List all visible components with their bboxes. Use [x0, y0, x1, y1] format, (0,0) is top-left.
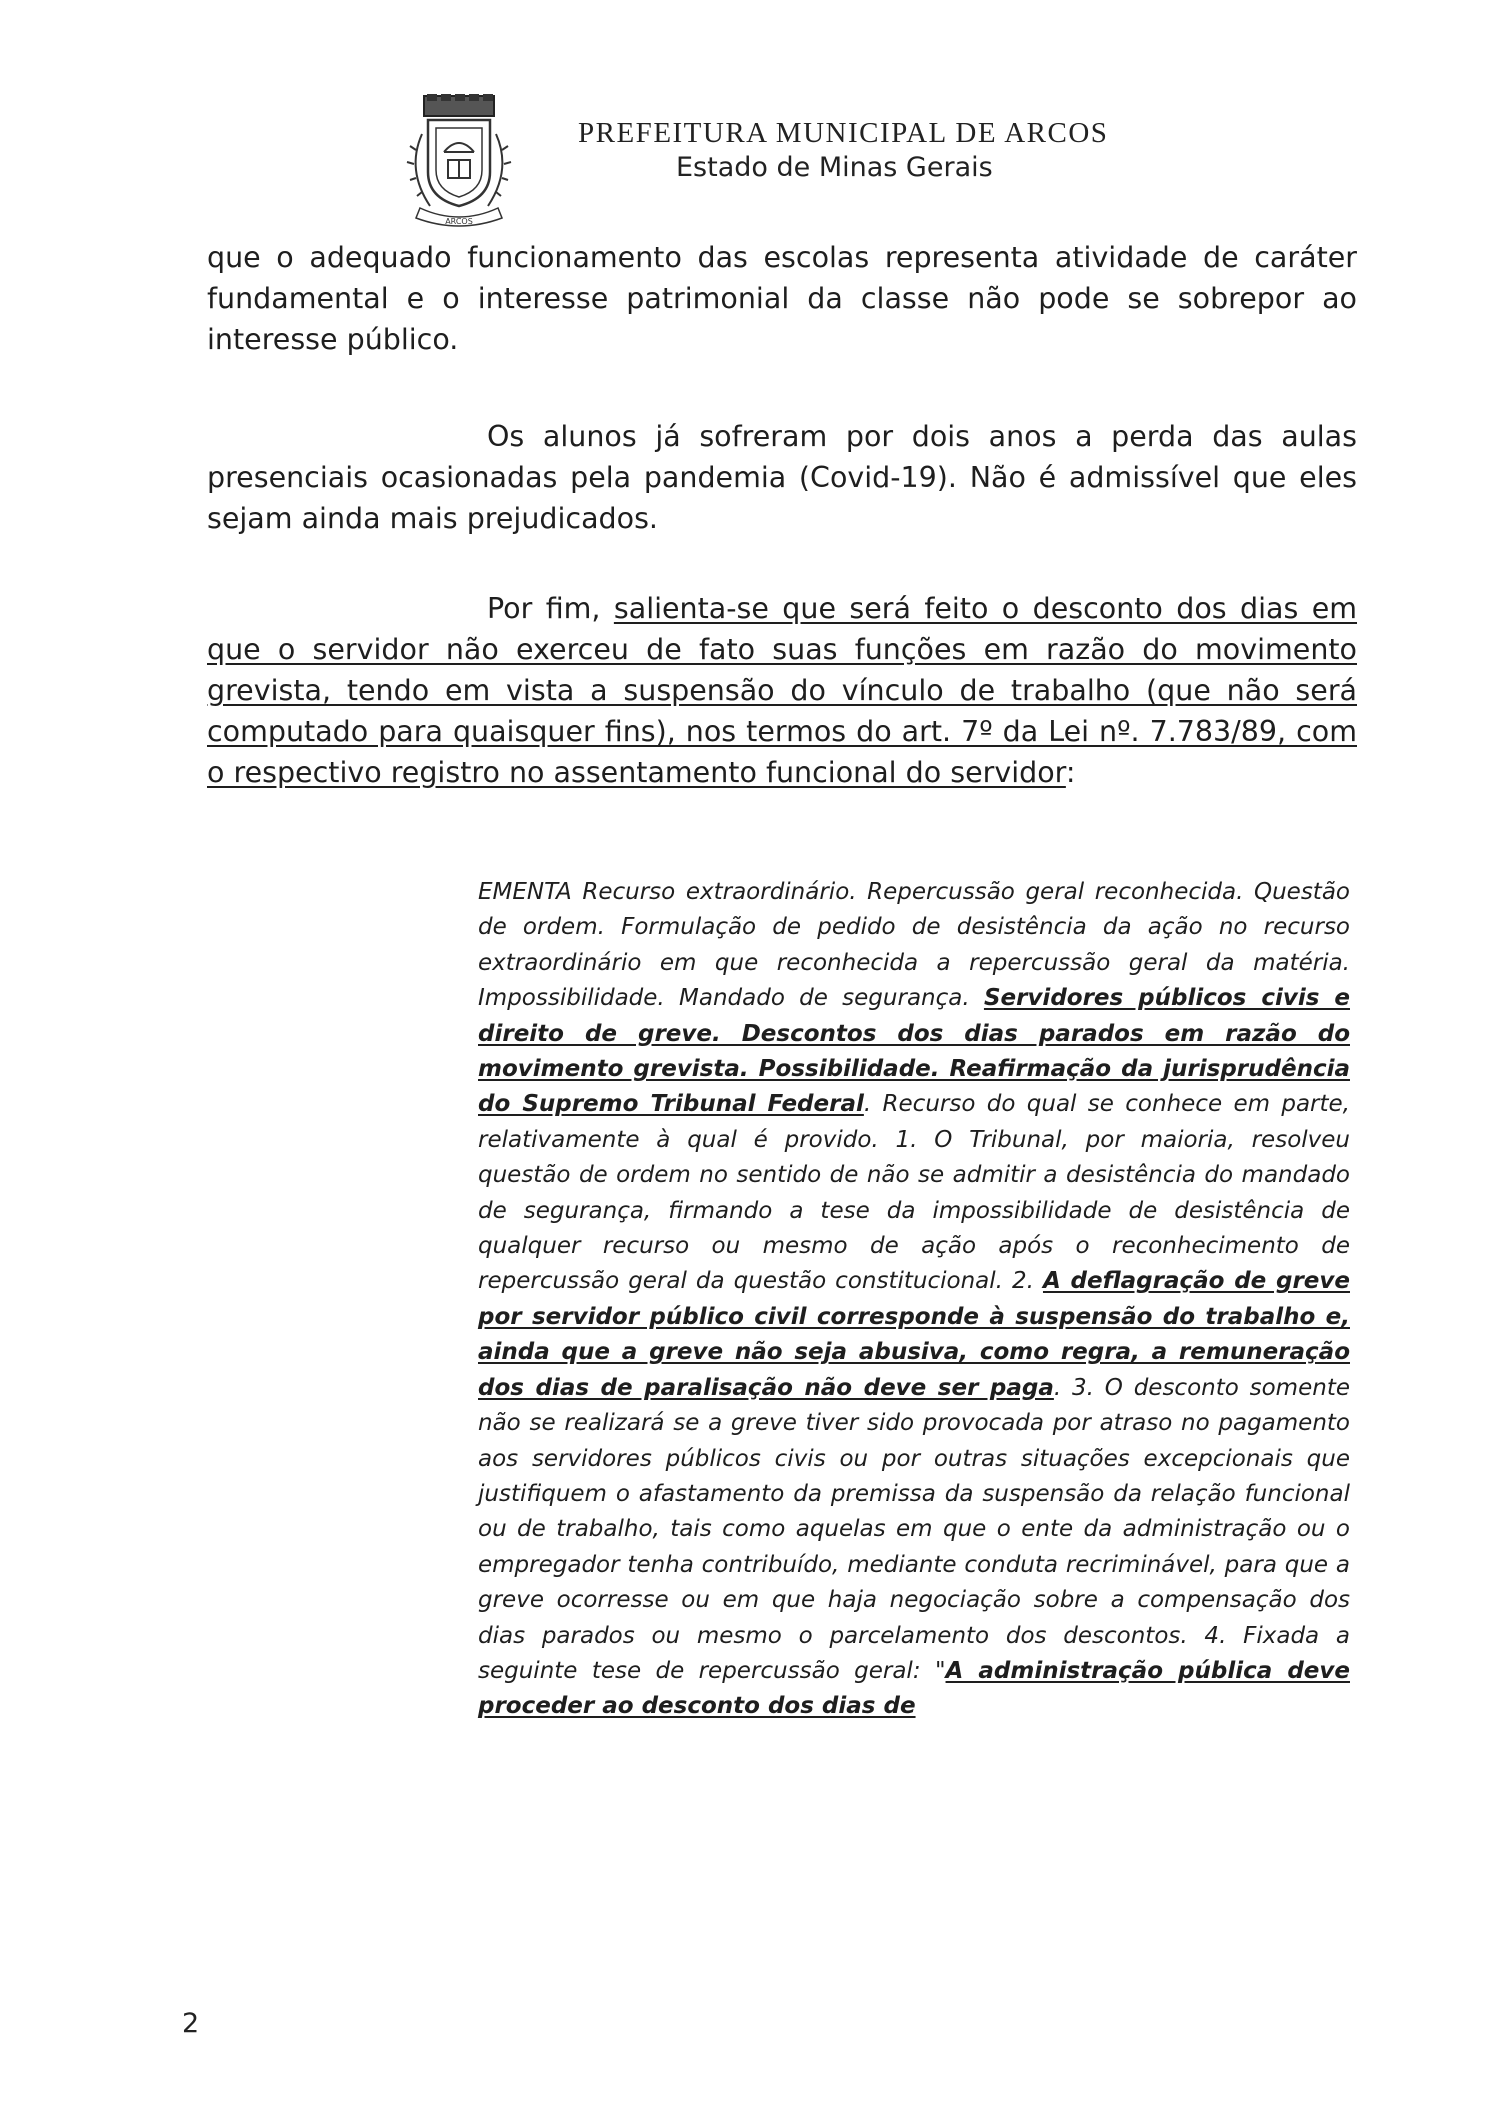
quote-emphasis-3: A administração pública deve proceder ao desconto dos dias de	[478, 1657, 1350, 1720]
municipal-coat-of-arms	[400, 94, 518, 232]
paragraph-2: Os alunos já sofreram por dois anos a perda das aulas presenciais ocasionadas pela pandemia (Covid-19). Não é admissível que eles sejam ainda mais prejudicados.	[207, 420, 1357, 535]
quote-segment-3: . 3. O desconto somente não se realizará se a greve tiver sido provocada por atraso no pagamento aos servidores públicos civis ou por outras situações excepcionais que justifiquem o afastamento da premissa da suspensão da relação funcional ou de trabalho, tais como aquelas em que o ente da administração ou o empregador tenha contribuído, mediante conduta recriminável, para que a greve ocorresse ou em que haja negociação sobre a compensação dos dias parados ou mesmo o parcelamento dos descontos. 4. Fixada a seguinte tese de repercussão geral: "	[478, 1374, 1350, 1684]
quote-emphasis-2: A deflagração de greve por servidor público civil corresponde à suspensão do trabalho e, ainda que a greve não seja abusiva, como regra, a remuneração dos dias de paralisação não deve ser paga	[478, 1268, 1350, 1401]
paragraph-3-tail: :	[1065, 756, 1076, 789]
paragraph-3	[207, 588, 1357, 793]
page-number: 2	[182, 2008, 200, 2039]
letterhead-subtitle: Estado de Minas Gerais	[676, 152, 993, 183]
seal-text: ARCOS	[445, 217, 473, 226]
quote-emphasis-1: Servidores públicos civis e direito de greve. Descontos dos dias parados em razão do movimento grevista. Possibilidade. Reafirmação da jurisprudência do Supremo Tribunal Federal	[478, 985, 1350, 1118]
quote-segment-1: EMENTA Recurso extraordinário. Repercussão geral reconhecida. Questão de ordem. Formulação de pedido de desistência da ação no recurso extraordinário em que reconhecida a repercussão geral da matéria. Impossibilidade. Mandado de segurança.	[478, 879, 1350, 1012]
letterhead	[0, 0, 1500, 240]
paragraph-3-lead: Por fim,	[487, 592, 614, 625]
quote-segment-2: . Recurso do qual se conhece em parte, relativamente à qual é provido. 1. O Tribunal, por maioria, resolveu questão de ordem no sentido de não se admitir a desistência do mandado de segurança, firmando a tese da impossibilidade de desistência de qualquer recurso ou mesmo de ação após o reconhecimento de repercussão geral da questão constitucional. 2.	[478, 1091, 1350, 1295]
jurisprudence-quote	[478, 875, 1350, 1725]
paragraph-1: que o adequado funcionamento das escolas representa atividade de caráter fundamental e o interesse patrimonial da classe não pode se sobrepor ao interesse público.	[207, 241, 1357, 356]
paragraph-3-underlined: salienta-se que será feito o desconto dos dias em que o servidor não exerceu de fato suas funções em razão do movimento grevista, tendo em vista a suspensão do vínculo de trabalho (que não será computado para quaisquer fins), nos termos do art. 7º da Lei nº. 7.783/89, com o respectivo registro no assentamento funcional do servidor	[207, 592, 1358, 789]
letterhead-title: PREFEITURA MUNICIPAL DE ARCOS	[578, 117, 1109, 149]
